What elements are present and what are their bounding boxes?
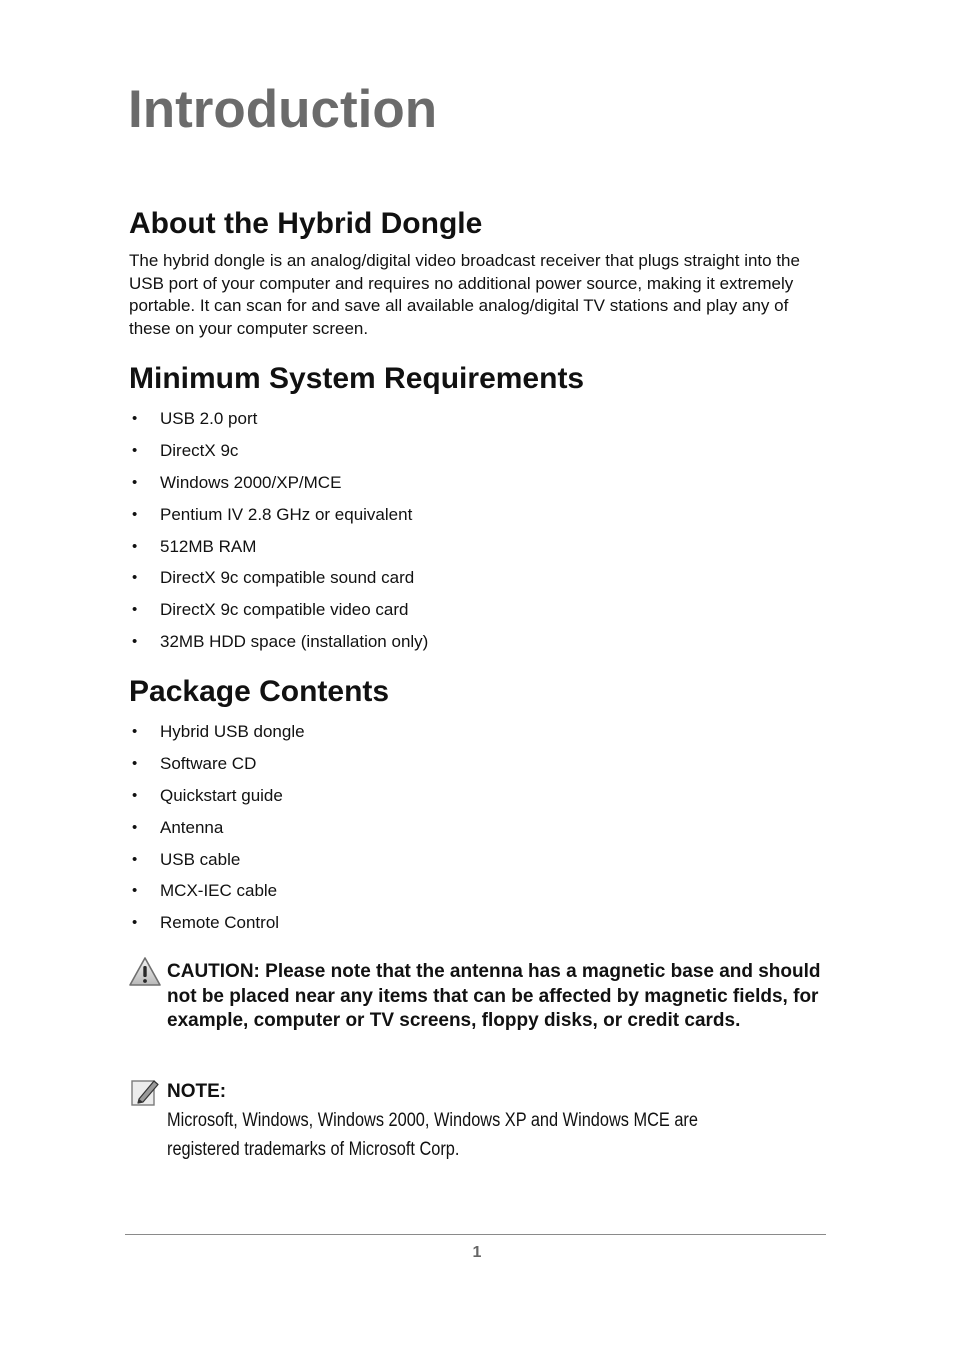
- package-list: [129, 721, 809, 944]
- about-paragraph: The hybrid dongle is an analog/digital video broadcast receiver that plugs straight into the USB port of your computer and requires no additional power source, making it extremely portable. It can scan for and save all available analog/digital TV stations and play any of these on your computer screen.: [129, 251, 800, 339]
- chapter-title: Introduction: [128, 80, 438, 139]
- bullet-icon: •: [132, 850, 138, 868]
- warning-triangle-icon: [128, 956, 162, 988]
- list-item-text: USB 2.0 port: [160, 409, 258, 428]
- list-item-text: MCX-IEC cable: [160, 881, 278, 901]
- list-item: [129, 472, 809, 504]
- bullet-icon: •: [132, 569, 138, 587]
- list-item: [129, 753, 809, 785]
- bullet-icon: •: [132, 601, 138, 619]
- list-item: [129, 912, 809, 944]
- bullet-icon: •: [132, 914, 138, 932]
- bullet-icon: •: [132, 633, 138, 651]
- bullet-icon: •: [132, 723, 138, 740]
- section-heading-package: Package Contents: [129, 675, 390, 708]
- list-item: [129, 631, 809, 663]
- list-item-text: Remote Control: [160, 913, 280, 933]
- section-heading-requirements: Minimum System Requirements: [129, 362, 585, 395]
- bullet-icon: •: [132, 882, 138, 900]
- bullet-icon: •: [132, 441, 138, 459]
- bullet-icon: •: [132, 786, 138, 804]
- section-heading-about: About the Hybrid Dongle: [129, 207, 483, 240]
- list-item-text: Hybrid USB dongle: [160, 722, 305, 741]
- caution-text: CAUTION: Please note that the antenna has a magnetic base and should not be placed near any items that can be affected by magnetic fields, for example, computer or TV screens, floppy disks, or credit cards.: [167, 961, 821, 1031]
- list-item-text: DirectX 9c compatible sound card: [160, 568, 415, 588]
- bullet-icon: •: [132, 505, 138, 523]
- page-number: 1: [472, 1244, 482, 1261]
- bullet-icon: •: [132, 537, 138, 555]
- bullet-icon: •: [132, 473, 138, 491]
- pencil-note-icon: [130, 1077, 160, 1107]
- list-item-text: Pentium IV 2.8 GHz or equivalent: [160, 504, 413, 524]
- list-item: [129, 880, 809, 912]
- list-item: [129, 408, 809, 440]
- list-item: [129, 536, 809, 568]
- list-item: [129, 599, 809, 631]
- note-label: NOTE:: [167, 1081, 227, 1102]
- note-body: Microsoft, Windows, Windows 2000, Windows XP and Windows MCE are registered trademarks of Microsoft Corp.: [167, 1110, 698, 1160]
- note-text: [167, 1077, 817, 1164]
- list-item: [129, 504, 809, 536]
- bullet-icon: •: [132, 818, 138, 836]
- bullet-icon: •: [132, 754, 138, 772]
- bullet-icon: •: [132, 410, 138, 427]
- list-item-text: Windows 2000/XP/MCE: [160, 472, 342, 492]
- list-item: [129, 567, 809, 599]
- list-item: [129, 440, 809, 472]
- list-item: [129, 785, 809, 817]
- list-item-text: Quickstart guide: [160, 785, 283, 805]
- list-item-text: Antenna: [160, 817, 224, 837]
- requirements-list: [129, 408, 809, 663]
- list-item-text: USB cable: [160, 849, 241, 869]
- list-item-text: 512MB RAM: [160, 536, 257, 556]
- list-item-text: 32MB HDD space (installation only): [160, 632, 429, 652]
- list-item-text: DirectX 9c compatible video card: [160, 600, 409, 620]
- list-item-text: DirectX 9c: [160, 440, 239, 460]
- list-item: [129, 721, 809, 753]
- list-item-text: Software CD: [160, 753, 257, 773]
- footer-divider: [125, 1234, 826, 1235]
- list-item: [129, 849, 809, 881]
- list-item: [129, 817, 809, 849]
